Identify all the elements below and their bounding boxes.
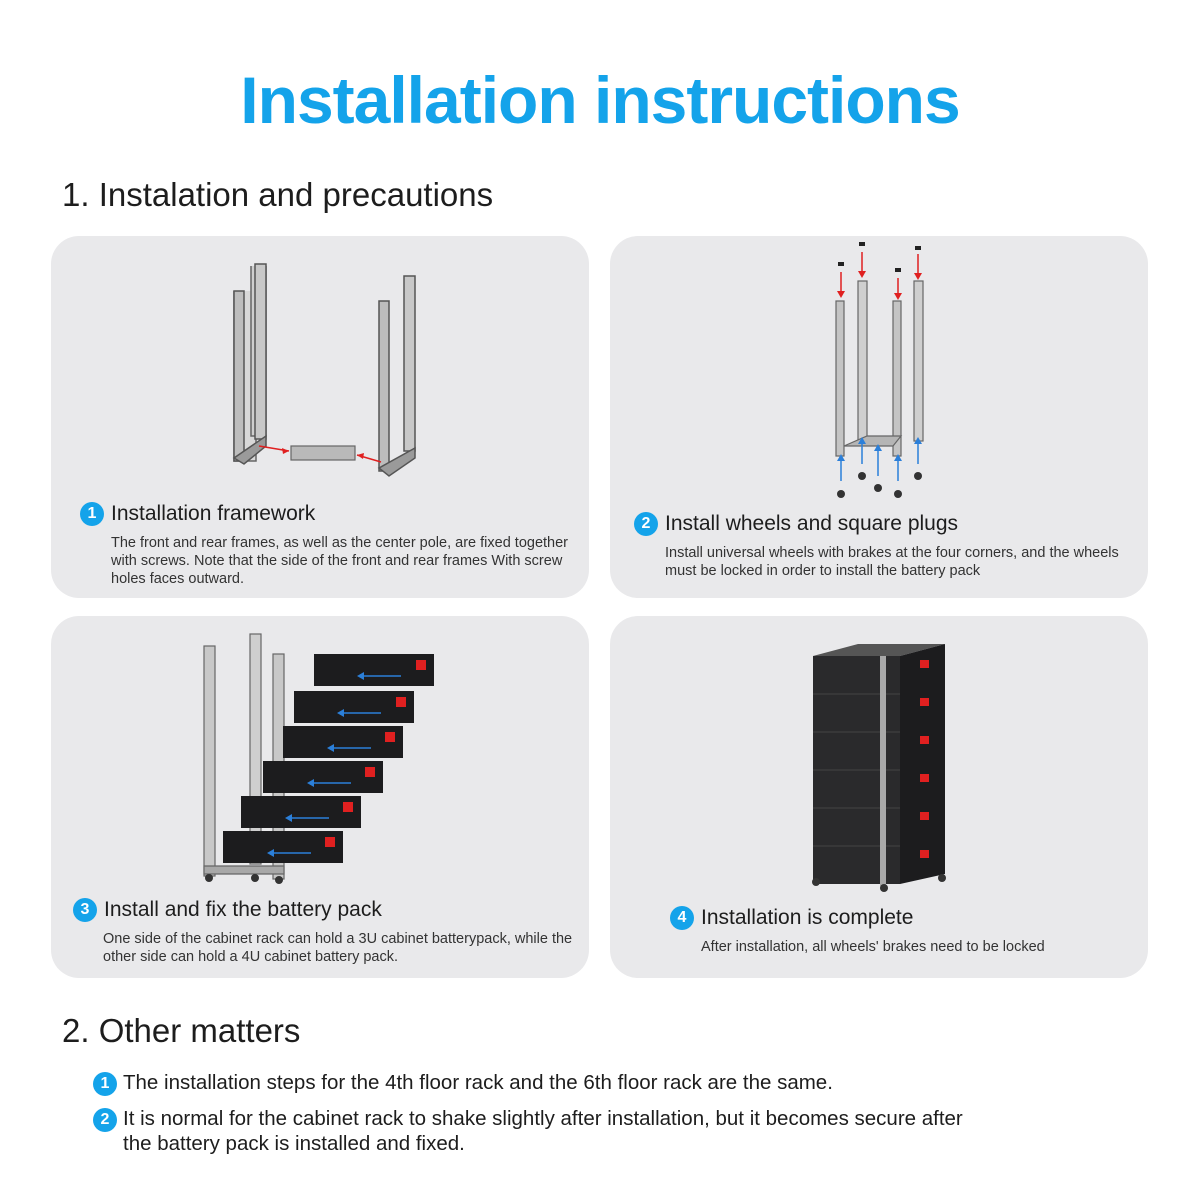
step-number-badge: 1 [80,502,104,526]
step-title: Install and fix the battery pack [104,898,382,921]
page-title: Installation instructions [240,63,960,137]
item-number-badge: 2 [93,1108,117,1132]
step-description: The front and rear frames, as well as the center pole, are fixed together with screws. Note that the side of the front and rear frames With screw holes faces outward. [111,535,568,587]
section-title-installation: 1. Instalation and precautions [62,176,494,213]
step-number-badge: 4 [670,906,694,930]
step-description: After installation, all wheels' brakes need to be locked [701,939,1045,955]
step-title: Installation is complete [701,906,914,929]
step-card-install-battery [51,616,589,978]
step-card-installation-framework [51,236,589,598]
item-number-badge: 1 [93,1072,117,1096]
list-item [93,1070,1153,1096]
step-number-badge: 2 [634,512,658,536]
step-number-badge: 3 [73,898,97,922]
step-title: Installation framework [111,502,316,525]
step-description: One side of the cabinet rack can hold a 3U cabinet batterypack, while the other side can hold a 4U cabinet battery pack. [103,931,573,965]
section-title-other-matters: 2. Other matters [62,1012,301,1049]
step-description: Install universal wheels with brakes at the four corners, and the wheels must be locked in order to install the battery pack [665,545,1119,579]
list-item [93,1106,1153,1156]
list-item-text: The installation steps for the 4th floor rack and the 6th floor rack are the same. [123,1071,833,1094]
step-title: Install wheels and square plugs [665,512,959,535]
other-matters-list [93,1070,1153,1166]
step-card-install-wheels [610,236,1148,598]
step-card-installation-complete [610,616,1148,978]
list-item-text: It is normal for the cabinet rack to shake slightly after installation, but it becomes secure after the battery pack is installed and fixed. [123,1107,963,1155]
battery-pack-installation-illustration [51,616,589,978]
